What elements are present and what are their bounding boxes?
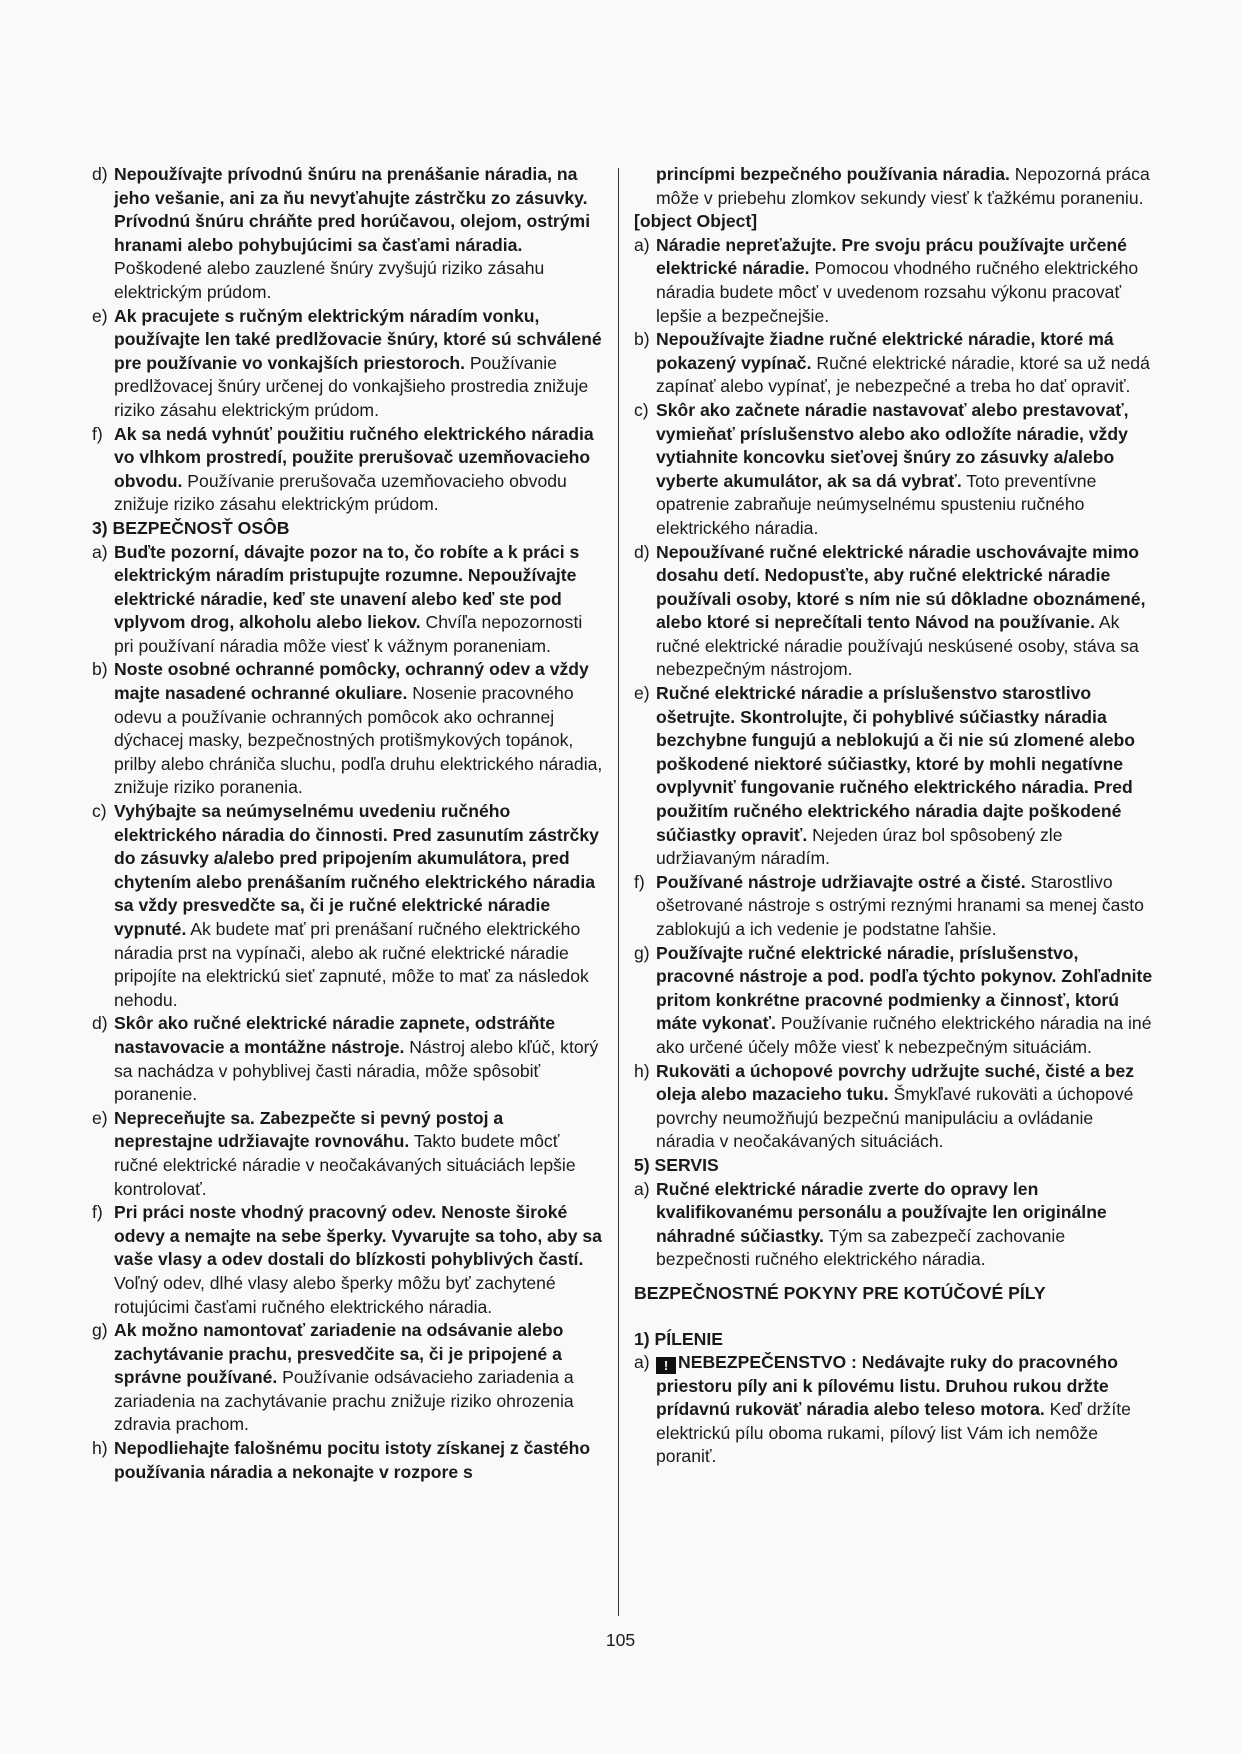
item-bold-text: Skôr ako začnete náradie nastavovať alebo prestavovať, vymieňať príslušenstvo alebo ako odložíte náradie, vždy vytiahnite koncovku sieťovej šnúry zo zásuvky a/alebo vyberte akumulátor, ak sa dá vybrať. <box>656 399 1129 491</box>
item-bold-text: Pri práci noste vhodný pracovný odev. Nenoste široké odevy a nemajte na sebe šperky. Vyvarujte sa toho, aby sa vaše vlasy a odev dostali do blízkosti pohyblivých častí. <box>114 1202 602 1270</box>
item-text: Nepozorná práca môže v priebehu zlomkov sekundy viesť k ťažkému poraneniu. <box>656 164 1150 208</box>
item-label: f) <box>634 871 645 892</box>
item-label: h) <box>92 1438 108 1459</box>
item-bold-text: Nepreceňujte sa. Zabezpečte si pevný postoj a neprestajne udržiavajte rovnováhu. <box>114 1107 504 1152</box>
item-label: c) <box>92 801 107 822</box>
item-text: Voľný odev, dlhé vlasy alebo šperky môžu byť zachytené rotujúcimi časťami ručného elektrického náradia. <box>114 1272 556 1317</box>
item-text: Ručné elektrické náradie, ktoré sa už nedá zapínať alebo vypínať, je nebezpečné a treba ho dať opraviť. <box>656 352 1150 397</box>
list-item <box>92 800 604 1012</box>
item-text: Šmykľavé rukoväti a úchopové povrchy neumožňujú bezpečnú manipuláciu a ovládanie náradia v neočakávaných situáciách. <box>656 1084 1134 1152</box>
item-label: a) <box>92 541 108 562</box>
list-item <box>634 1178 1154 1272</box>
section-heading: [object Object] <box>634 211 758 232</box>
item-text: Používanie odsávacieho zariadenia a zariadenia na zachytávanie prachu znižuje riziko ohrozenia zdravia prachom. <box>114 1367 574 1435</box>
item-text: Používanie prerušovača uzemňovacieho obvodu znižuje riziko zásahu elektrickým prúdom. <box>114 470 567 515</box>
item-bold-text: Používané nástroje udržiavajte ostré a čisté. <box>656 871 1026 892</box>
section-heading: 5) SERVIS <box>634 1154 719 1175</box>
list-item <box>634 1351 1154 1469</box>
item-label: a) <box>634 1178 650 1199</box>
item-text: Ak budete mať pri prenášaní ručného elektrického náradia prst na vypínači, alebo ak ručné elektrické náradie pripojíte na elektrickú sieť zapnuté, môže to mať za následok nehodu. <box>114 919 589 1010</box>
list-item <box>92 305 604 423</box>
item-text: Nástroj alebo kľúč, ktorý sa nachádza v pohyblivej časti náradia, môže spôsobiť poranenie. <box>114 1036 599 1105</box>
list-item <box>92 541 604 659</box>
list-item <box>92 1319 604 1437</box>
item-label: d) <box>92 1013 108 1034</box>
list-item <box>634 541 1154 683</box>
item-text: Takto budete môcť ručné elektrické náradie v neočakávaných situáciách lepšie kontrolovať. <box>114 1131 576 1199</box>
list-item <box>92 1012 604 1106</box>
item-bold-text: Ak pracujete s ručným elektrickým náradím vonku, používajte len také predlžovacie šnúry, ktoré sú schválené pre používanie vo vonkajších priestoroch. <box>114 305 602 373</box>
item-bold-text: Ručné elektrické náradie zverte do opravy len kvalifikovanému personálu a používajte len originálne náhradné súčiastky. <box>656 1178 1107 1246</box>
section-heading: 1) PÍLENIE <box>634 1328 723 1349</box>
item-label: b) <box>92 659 108 680</box>
list-item <box>634 682 1154 871</box>
item-bold-text: Nepoužívajte žiadne ručné elektrické náradie, ktoré má pokazený vypínač. <box>656 329 1114 373</box>
item-text: Keď držíte elektrickú pílu oboma rukami, pílový list Vám ich nemôže poraniť. <box>656 1399 1131 1467</box>
item-bold-text: Ručné elektrické náradie a príslušenstvo starostlivo ošetrujte. Skontrolujte, či pohyblivé súčiastky náradia bezchybne fungujú a neblokujú a či nie sú zlomené alebo poškodené niektoré súčiastky, ktoré by mohli negatívne ovplyvniť fungovanie ručného elektrického náradia. Pred použitím ručného elektrického náradia dajte poškodené súčiastky opraviť. <box>656 683 1136 845</box>
list-item <box>634 399 1154 541</box>
item-label: f) <box>92 423 103 444</box>
item-text: Nosenie pracovného odevu a používanie ochranných pomôcok ako ochrannej dýchacej masky, bezpečnostných protišmykových topánok, prilby alebo chrániča sluchu, podľa druhu elektrického náradia, znižuje riziko poranenia. <box>114 683 603 798</box>
item-bold-text: princípmi bezpečného používania náradia. <box>656 164 1010 184</box>
safety-title: BEZPEČNOSTNÉ POKYNY PRE KOTÚČOVÉ PÍLY <box>634 1282 1046 1303</box>
list-item <box>634 942 1154 1060</box>
continued-text <box>634 163 1154 210</box>
warning-hand-icon: ! <box>656 1357 676 1374</box>
item-text: Poškodené alebo zauzlené šnúry zvyšujú riziko zásahu elektrickým prúdom. <box>114 258 545 302</box>
item-bold-text: Vyhýbajte sa neúmyselnému uvedeniu ručného elektrického náradia do činnosti. Pred zasunutím zástrčky do zásuvky a/alebo pred pripojením akumulátora, pred chytením alebo prenášaním ručného elektrického náradia sa vždy presvedčte sa, či je ručné elektrické náradie vypnuté. <box>114 801 599 939</box>
item-bold-text: Používajte ručné elektrické náradie, príslušenstvo, pracovné nástroje a pod. podľa týchto pokynov. Zohľadnite pritom konkrétne pracovné podmienky a činnosť, ktorú máte vykonať. <box>656 942 1153 1034</box>
list-item <box>634 234 1154 328</box>
item-label: d) <box>92 164 108 184</box>
right-column <box>634 163 1154 1469</box>
list-item <box>92 423 604 517</box>
item-bold-text: Nepoužívané ručné elektrické náradie uschovávajte mimo dosahu detí. Nedopusťte, aby ručné elektrické náradie používali osoby, ktoré s ním nie sú dôkladne oboznámené, alebo ktoré si neprečítali tento Návod na používanie. <box>656 541 1146 633</box>
list-item <box>634 1060 1154 1154</box>
item-text: Používanie predlžovacej šnúry určenej do vonkajšieho prostredia znižuje riziko zásahu elektrickým prúdom. <box>114 352 589 420</box>
item-label: e) <box>92 1107 108 1128</box>
item-label: b) <box>634 329 650 350</box>
list-item <box>634 871 1154 942</box>
item-label: e) <box>92 305 108 326</box>
item-label: h) <box>634 1060 650 1081</box>
list-item <box>634 328 1154 399</box>
item-label: a) <box>634 234 650 255</box>
list-item <box>92 1107 604 1201</box>
item-bold-text: Nepoužívajte prívodnú šnúru na prenášanie náradia, na jeho vešanie, ani za ňu nevyťahujte zástrčku zo zásuvky. Prívodnú šnúru chráňte pred horúčavou, olejom, ostrými hranami alebo pohybujúcimi sa časťami náradia. <box>114 164 591 255</box>
item-label: d) <box>634 541 650 562</box>
column-divider <box>618 168 619 1616</box>
item-label: e) <box>634 683 650 704</box>
item-text: Používanie ručného elektrického náradia na iné ako určené účely môže viesť k nebezpečným situáciám. <box>656 1013 1152 1057</box>
list-item <box>92 1201 604 1319</box>
item-bold-text: Buďte pozorní, dávajte pozor na to, čo robíte a k práci s elektrickým náradím pristupujte rozumne. Nepoužívajte elektrické náradie, keď ste unavení alebo keď ste pod vplyvom drog, alkoholu alebo liekov. <box>114 541 580 633</box>
item-bold-text: Skôr ako ručné elektrické náradie zapnete, odstráňte nastavovacie a montážne nástroje. <box>114 1013 555 1057</box>
list-item <box>92 1437 604 1484</box>
list-item <box>92 163 604 305</box>
item-text: Tým sa zabezpečí zachovanie bezpečnosti ručného elektrického náradia. <box>656 1225 1066 1270</box>
item-bold-text: Noste osobné ochranné pomôcky, ochranný odev a vždy majte nasadené ochranné okuliare. <box>114 659 589 704</box>
item-bold-text: Nepodliehajte falošnému pocitu istoty získanej z častého používania náradia a nekonajte v rozpore s <box>114 1438 591 1482</box>
page-number: 105 <box>605 1630 636 1650</box>
item-label: c) <box>634 399 649 420</box>
item-bold-text: Ak možno namontovať zariadenie na odsávanie alebo zachytávanie prachu, presvedčite sa, či je pripojené a správne používané. <box>114 1320 564 1388</box>
item-text: Starostlivo ošetrované nástroje s ostrými reznými hranami sa menej často zablokujú a ich vedenie je podstatne ľahšie. <box>656 871 1144 939</box>
list-item <box>92 658 604 800</box>
item-bold-text: Rukoväti a úchopové povrchy udržujte suché, čisté a bez oleja alebo mazacieho tuku. <box>656 1060 1135 1105</box>
item-text: Ak ručné elektrické náradie používajú neskúsené osoby, stáva sa nebezpečným nástrojom. <box>656 612 1139 680</box>
item-text: Nejeden úraz bol spôsobený zle udržiavaným náradím. <box>656 824 1063 869</box>
item-text: Toto preventívne opatrenie zabraňuje neúmyselnému spusteniu ručného elektrického náradia. <box>656 470 1097 538</box>
item-label: g) <box>92 1320 108 1341</box>
left-column <box>92 163 604 1484</box>
section-heading: 3) BEZPEČNOSŤ OSÔB <box>92 517 290 538</box>
item-text: Chvíľa nepozornosti pri používaní náradia môže viesť k vážnym poraneniam. <box>114 612 583 656</box>
item-label: g) <box>634 942 650 963</box>
item-text: Pomocou vhodného ručného elektrického náradia budete môcť v uvedenom rozsahu výkonu pracovať lepšie a bezpečnejšie. <box>656 258 1139 326</box>
item-label: f) <box>92 1202 103 1223</box>
item-bold-text: Ak sa nedá vyhnúť použitiu ručného elektrického náradia vo vlhkom prostredí, použite prerušovač uzemňovacieho obvodu. <box>114 423 594 491</box>
item-label: a) <box>634 1352 650 1373</box>
item-bold-text: NEBEZPEČENSTVO : Nedávajte ruky do pracovného priestoru píly ani k pílovému listu. Druhou rukou držte prídavnú rukoväť náradia alebo teleso motora. <box>656 1352 1118 1420</box>
item-bold-text: Náradie nepreťažujte. Pre svoju prácu používajte určené elektrické náradie. <box>656 234 1127 279</box>
